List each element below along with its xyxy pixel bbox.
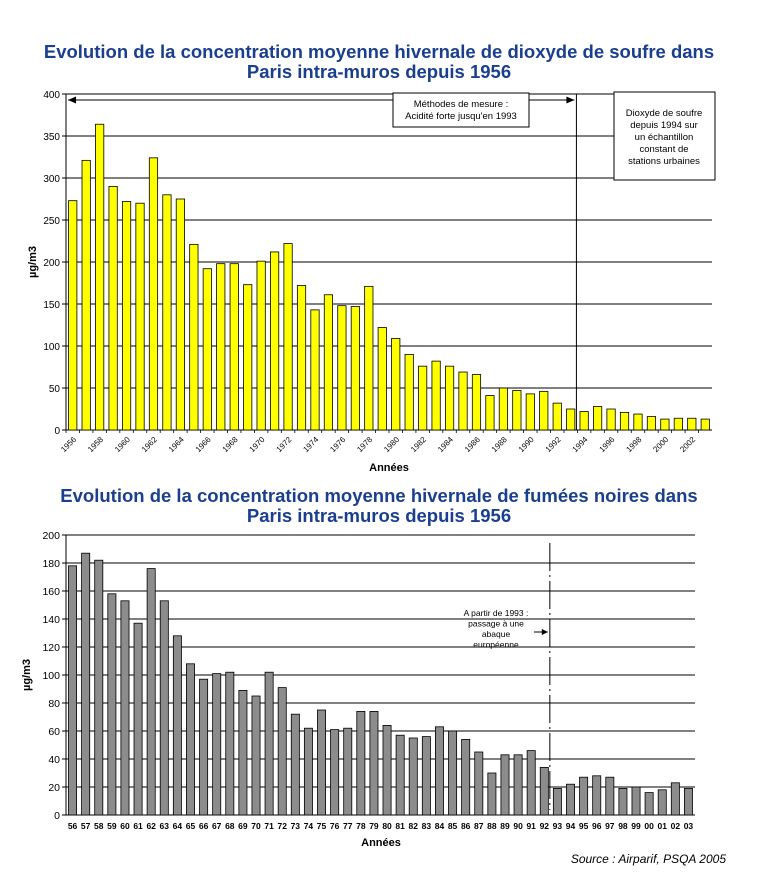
x-tick-label: 81: [395, 821, 405, 831]
y-tick-label: 200: [42, 530, 60, 542]
y-tick-label: 40: [48, 754, 60, 766]
x-tick-label: 82: [408, 821, 418, 831]
x-tick-label: 73: [290, 821, 301, 831]
bar: [540, 767, 548, 815]
y-tick-label: 60: [48, 726, 60, 738]
y-tick-label: 250: [43, 216, 60, 227]
x-tick-label: 02: [670, 821, 681, 831]
x-tick-label: 85: [447, 821, 458, 831]
x-tick-label: 1996: [597, 435, 617, 454]
y-tick-label: 0: [54, 426, 60, 437]
x-tick-label: 95: [578, 821, 589, 831]
abaque-note-text: européenne: [473, 639, 519, 650]
y-axis-title: µg/m3: [27, 245, 39, 279]
x-tick-label: 1956: [59, 435, 79, 454]
x-tick-label: 78: [356, 821, 366, 831]
y-tick-label: 140: [42, 614, 60, 626]
bar: [462, 739, 470, 815]
bar: [606, 777, 614, 815]
x-tick-label: 62: [146, 821, 156, 831]
x-tick-label: 80: [382, 821, 392, 831]
bar: [82, 553, 90, 815]
x-tick-label: 1958: [86, 435, 106, 454]
x-tick-label: 1978: [355, 435, 375, 454]
x-tick-label: 84: [434, 821, 445, 831]
x-tick-label: 83: [421, 821, 432, 831]
y-tick-label: 180: [42, 558, 60, 570]
bar: [383, 725, 391, 815]
x-tick-label: 1994: [570, 435, 590, 454]
bar: [671, 783, 679, 815]
bar: [396, 735, 404, 815]
bar: [422, 737, 430, 815]
x-tick-label: 1990: [516, 435, 536, 454]
y-tick-label: 200: [43, 258, 60, 269]
x-tick-label: 90: [513, 821, 523, 831]
bar: [527, 751, 535, 815]
x-tick-label: 69: [238, 821, 248, 831]
x-tick-label: 77: [343, 821, 353, 831]
y-tick-label: 150: [43, 300, 60, 311]
sample-note-text: depuis 1994 sur: [630, 120, 698, 131]
x-tick-label: 1970: [247, 435, 267, 454]
bar: [593, 776, 601, 815]
bar: [357, 711, 365, 815]
x-tick-label: 58: [94, 821, 104, 831]
y-tick-label: 120: [42, 642, 60, 654]
bar: [684, 788, 692, 815]
abaque-arrow-head: [542, 629, 548, 635]
x-tick-label: 1962: [139, 435, 159, 454]
bar: [553, 788, 561, 815]
x-tick-label: 96: [591, 821, 602, 831]
bar: [645, 793, 653, 815]
x-tick-label: 63: [159, 821, 170, 831]
y-tick-label: 80: [48, 698, 60, 710]
bar: [475, 752, 483, 815]
x-tick-label: 64: [172, 821, 183, 831]
sample-note-text: Dioxyde de soufre: [625, 108, 703, 119]
x-tick-label: 2002: [678, 435, 698, 454]
x-tick-label: 00: [644, 821, 654, 831]
bar: [108, 594, 116, 815]
chart-2-title-line-1: Evolution de la concentration moyenne hivernale de fumées noires dans: [60, 485, 698, 506]
bar: [304, 728, 312, 815]
abaque-note-text: abaque: [481, 629, 511, 639]
x-tick-label: 1966: [193, 435, 213, 454]
bar: [68, 566, 76, 815]
bar: [173, 636, 181, 815]
bar: [291, 714, 299, 815]
x-tick-label: 1972: [274, 435, 294, 454]
x-tick-label: 65: [185, 821, 196, 831]
abaque-note-text: A partir de 1993 :: [463, 608, 529, 618]
abaque-note-text: passage à une: [468, 618, 524, 629]
x-tick-label: 72: [277, 821, 287, 831]
x-tick-label: 94: [565, 821, 576, 831]
sample-note-text: stations urbaines: [628, 156, 700, 167]
method-note-text: Méthodes de mesure :: [413, 99, 509, 110]
bar: [317, 710, 325, 815]
x-tick-label: 91: [526, 821, 536, 831]
bar: [134, 623, 142, 815]
bar: [370, 711, 378, 815]
x-tick-label: 1964: [166, 435, 186, 454]
bar: [252, 696, 260, 815]
y-tick-label: 20: [48, 782, 60, 794]
sample-note-text: un échantillon: [634, 132, 694, 143]
bar: [566, 784, 574, 815]
x-tick-label: 1974: [301, 435, 321, 454]
bar: [632, 787, 640, 815]
y-tick-label: 0: [54, 810, 60, 822]
y-axis-title: µg/m3: [21, 658, 33, 692]
y-tick-label: 50: [48, 384, 60, 395]
bar: [160, 601, 168, 815]
bar: [121, 601, 129, 815]
bar: [95, 560, 103, 815]
x-tick-label: 74: [303, 821, 314, 831]
chart-2-title-line-2: Paris intra-muros depuis 1956: [246, 505, 512, 526]
x-tick-label: 1992: [543, 435, 563, 454]
bar: [186, 664, 194, 815]
y-tick-label: 100: [43, 342, 60, 353]
x-tick-label: 67: [211, 821, 222, 831]
chart-1-title-line-2: Paris intra-muros depuis 1956: [246, 61, 512, 82]
x-tick-label: 1998: [624, 435, 644, 454]
x-tick-label: 1980: [382, 435, 402, 454]
y-tick-label: 400: [43, 90, 60, 101]
bar: [488, 773, 496, 815]
bar: [213, 674, 221, 815]
x-tick-label: 1988: [489, 435, 509, 454]
x-tick-label: 71: [264, 821, 274, 831]
source-note: Source : Airparif, PSQA 2005: [570, 852, 726, 866]
x-tick-label: 57: [80, 821, 91, 831]
x-tick-label: 88: [487, 821, 497, 831]
x-tick-label: 99: [631, 821, 641, 831]
bar: [409, 738, 417, 815]
x-tick-label: 1960: [113, 435, 132, 454]
x-tick-label: 1986: [462, 435, 482, 454]
x-axis-title: Années: [361, 837, 401, 849]
x-tick-label: 56: [67, 821, 78, 831]
x-tick-label: 92: [539, 821, 550, 831]
x-tick-label: 1968: [220, 435, 240, 454]
x-tick-label: 93: [552, 821, 563, 831]
x-tick-label: 03: [683, 821, 694, 831]
x-tick-label: 75: [316, 821, 327, 831]
y-tick-label: 160: [42, 586, 60, 598]
bar: [435, 727, 443, 815]
x-tick-label: 2000: [651, 435, 671, 454]
bar: [331, 730, 339, 815]
y-tick-label: 100: [42, 670, 60, 682]
x-tick-label: 76: [329, 821, 340, 831]
chart-1-title-line-1: Evolution de la concentration moyenne hivernale de dioxyde de soufre dans: [43, 41, 715, 62]
bar: [658, 790, 666, 815]
x-axis-title: Années: [369, 462, 409, 474]
x-tick-label: 1976: [328, 435, 348, 454]
bar: [226, 672, 234, 815]
x-tick-label: 87: [474, 821, 484, 831]
method-note-text: Acidité forte jusqu'en 1993: [405, 111, 517, 122]
bar: [580, 777, 588, 815]
x-tick-label: 1982: [409, 435, 429, 454]
x-tick-label: 79: [369, 821, 379, 831]
x-tick-label: 61: [133, 821, 143, 831]
x-tick-label: 60: [120, 821, 130, 831]
bar: [239, 690, 247, 815]
x-tick-label: 59: [107, 821, 117, 831]
x-tick-label: 86: [460, 821, 471, 831]
x-tick-label: 01: [657, 821, 667, 831]
bar: [501, 755, 509, 815]
bar: [514, 755, 522, 815]
x-tick-label: 68: [225, 821, 235, 831]
bar: [278, 688, 286, 815]
bar: [265, 672, 273, 815]
x-tick-label: 1984: [436, 435, 455, 454]
bar: [344, 728, 352, 815]
y-tick-label: 350: [43, 132, 60, 143]
x-tick-label: 97: [605, 821, 615, 831]
bar: [449, 731, 457, 815]
x-tick-label: 70: [251, 821, 261, 831]
x-tick-label: 66: [198, 821, 209, 831]
x-tick-label: 98: [618, 821, 628, 831]
sample-note-text: constant de: [639, 144, 689, 155]
x-tick-label: 89: [500, 821, 510, 831]
bar: [619, 788, 627, 815]
bar: [147, 569, 155, 815]
y-tick-label: 300: [43, 174, 60, 185]
bar: [200, 679, 208, 815]
